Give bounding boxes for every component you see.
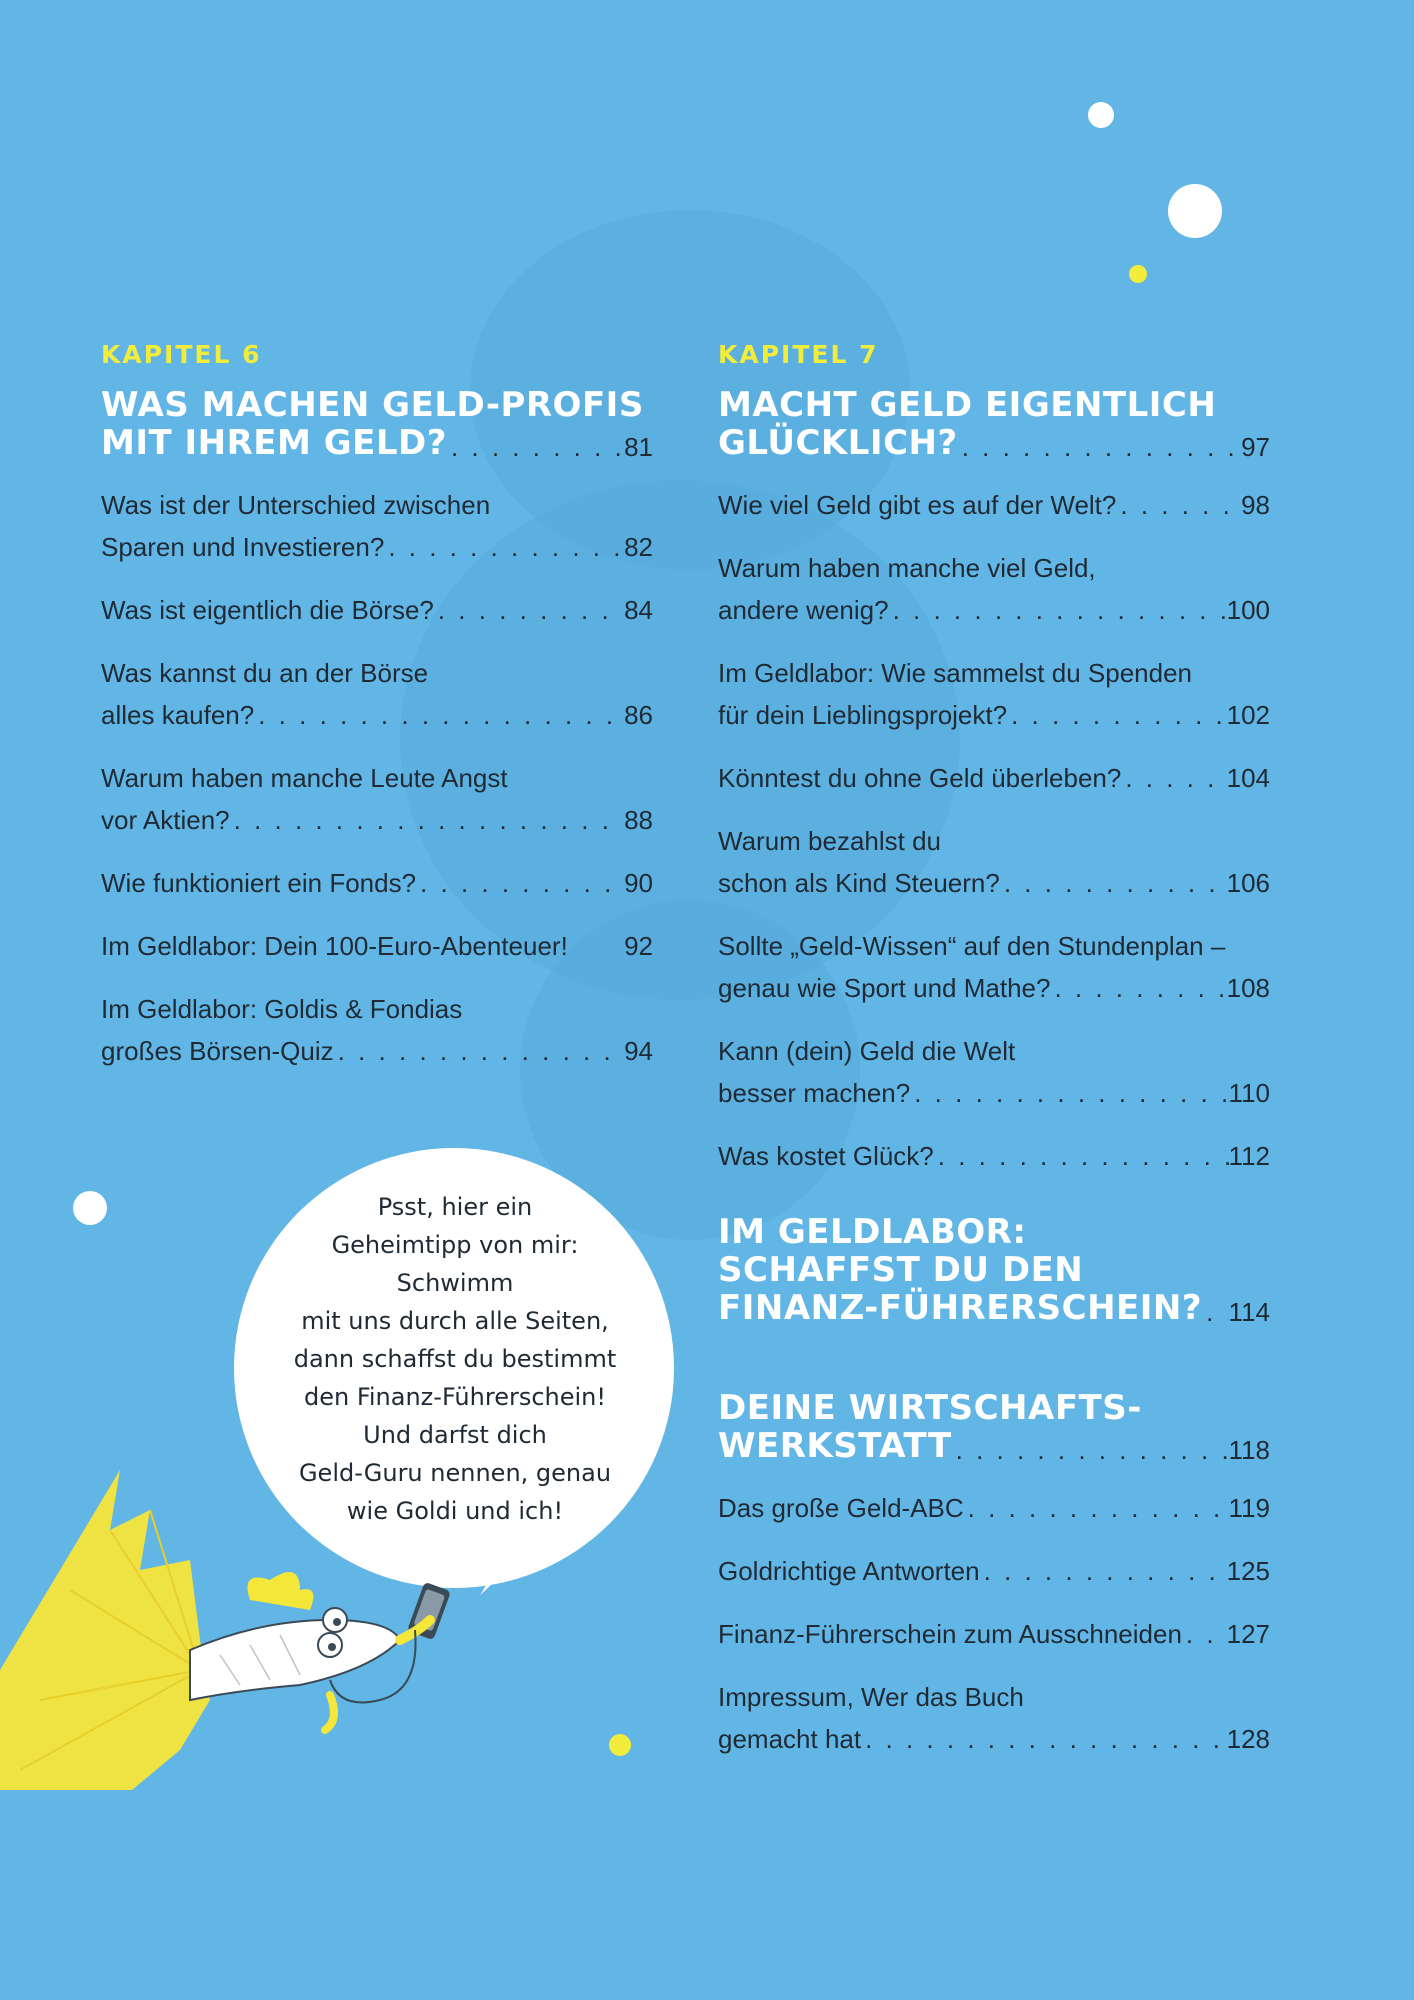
page-number: 118: [1228, 1435, 1270, 1465]
toc-entry[interactable]: [718, 757, 1270, 799]
entry-text-line1: Warum haben manche viel Geld,: [718, 553, 1096, 583]
speech-bubble-tail: [470, 1520, 550, 1600]
bubble-dot: [73, 1191, 107, 1225]
entry-text-line1: Was kannst du an der Börse: [101, 658, 429, 688]
bubble-line: wie Goldi und ich!: [346, 1497, 564, 1525]
toc-entry[interactable]: [101, 484, 653, 568]
toc-entry[interactable]: [718, 1135, 1270, 1177]
bubble-dot: [1088, 102, 1114, 128]
section-title-line3: FINANZ-FÜHRERSCHEIN?: [718, 1288, 1203, 1328]
leader-dots: [964, 1487, 1229, 1529]
page-number: 82: [624, 532, 653, 562]
chapter-6-column: [101, 338, 653, 1093]
section-title-line2: WERKSTATT: [718, 1426, 952, 1466]
leader-dots: [447, 432, 624, 462]
entry-text-line2: gemacht hat: [718, 1724, 862, 1754]
toc-entry[interactable]: [718, 547, 1270, 631]
leader-dots: [254, 694, 624, 736]
entry-text-line1: Im Geldlabor: Wie sammelst du Spenden: [718, 658, 1192, 688]
bubble-dot: [609, 1734, 631, 1756]
page-number: 110: [1228, 1078, 1270, 1108]
chapter-label: KAPITEL 6: [101, 340, 262, 369]
page-number: 86: [624, 700, 653, 730]
page-number: 128: [1226, 1724, 1270, 1754]
toc-entry[interactable]: [101, 757, 653, 841]
chapter-title-line1: WAS MACHEN GELD-PROFIS: [101, 385, 644, 425]
page-number: 97: [1241, 432, 1270, 462]
entry-text-line2: vor Aktien?: [101, 805, 230, 835]
page-number: 104: [1226, 763, 1270, 793]
leader-dots: [910, 1072, 1228, 1114]
bubble-line: Psst, hier ein: [377, 1193, 533, 1221]
toc-entry[interactable]: [718, 1550, 1270, 1592]
leader-dots: [1182, 1613, 1227, 1655]
toc-entry[interactable]: [101, 925, 653, 967]
leader-dots: [861, 1718, 1227, 1760]
toc-entry[interactable]: [718, 1487, 1270, 1529]
toc-entry[interactable]: [101, 652, 653, 736]
page-number: 119: [1228, 1493, 1270, 1523]
entry-text: Was kostet Glück?: [718, 1141, 934, 1171]
leader-dots: [1202, 1297, 1228, 1327]
entry-text: Was ist eigentlich die Börse?: [101, 595, 434, 625]
toc-entry[interactable]: [718, 1613, 1270, 1655]
entry-text: Wie viel Geld gibt es auf der Welt?: [718, 490, 1117, 520]
page-number: 112: [1228, 1141, 1270, 1171]
entry-text: Das große Geld-ABC: [718, 1493, 964, 1523]
entry-text-line1: Warum bezahlst du: [718, 826, 942, 856]
bubble-line: dann schaffst du bestimmt: [293, 1345, 617, 1373]
entry-text-line2: andere wenig?: [718, 595, 889, 625]
page-number: 81: [624, 432, 653, 462]
leader-dots: [384, 526, 624, 568]
entry-text-line2: Sparen und Investieren?: [101, 532, 385, 562]
entry-text-line1: Im Geldlabor: Goldis & Fondias: [101, 994, 463, 1024]
toc-entry[interactable]: [718, 1030, 1270, 1114]
entry-text: Finanz-Führerschein zum Ausschneiden: [718, 1619, 1182, 1649]
leader-dots: [334, 1030, 624, 1072]
bubble-dot: [1168, 184, 1222, 238]
leader-dots: [980, 1550, 1227, 1592]
page-number: 92: [624, 931, 653, 961]
leader-dots: [1116, 484, 1241, 526]
chapter-7-column: [718, 338, 1270, 1781]
entry-text: Wie funktioniert ein Fonds?: [101, 868, 417, 898]
page-number: 94: [624, 1036, 653, 1066]
chapter-title-line1: MACHT GELD EIGENTLICH: [718, 385, 1217, 425]
toc-entry[interactable]: [718, 484, 1270, 526]
toc-entry[interactable]: [101, 988, 653, 1072]
page-number: 88: [624, 805, 653, 835]
entry-text-line1: Sollte „Geld-Wissen“ auf den Stundenplan –: [718, 931, 1226, 961]
entry-text-line1: Warum haben manche Leute Angst: [101, 763, 508, 793]
page-number: 125: [1226, 1556, 1270, 1586]
fish-character-icon: [0, 1470, 480, 1790]
page-number: 106: [1226, 868, 1270, 898]
entry-text-line1: Kann (dein) Geld die Welt: [718, 1036, 1016, 1066]
bubble-line: Und darfst dich: [363, 1421, 547, 1449]
page-number: 114: [1228, 1297, 1270, 1327]
entry-text-line2: großes Börsen-Quiz: [101, 1036, 334, 1066]
entry-text: Goldrichtige Antworten: [718, 1556, 980, 1586]
toc-entry[interactable]: [718, 1676, 1270, 1760]
werkstatt-section[interactable]: [718, 1389, 1270, 1760]
leader-dots: [1000, 862, 1227, 904]
section-title-line1: IM GELDLABOR:: [718, 1212, 1027, 1252]
page-number: 102: [1226, 700, 1270, 730]
toc-entry[interactable]: [718, 820, 1270, 904]
section-title-line2: SCHAFFST DU DEN: [718, 1250, 1084, 1290]
leader-dots: [230, 799, 624, 841]
entry-text-line2: alles kaufen?: [101, 700, 255, 730]
bubble-line: den Finanz-Führerschein!: [303, 1383, 606, 1411]
entry-text-line1: Was ist der Unterschied zwischen: [101, 490, 491, 520]
chapter-title-line2: GLÜCKLICH?: [718, 423, 958, 463]
entry-text-line2: für dein Lieblingsprojekt?: [718, 700, 1008, 730]
page-number: 108: [1226, 973, 1270, 1003]
page-number: 98: [1241, 490, 1270, 520]
leader-dots: [1121, 757, 1226, 799]
leader-dots: [416, 862, 624, 904]
toc-entry[interactable]: [718, 652, 1270, 736]
entry-text-line2: genau wie Sport und Mathe?: [718, 973, 1051, 1003]
leader-dots: [1007, 694, 1227, 736]
leader-dots: [958, 432, 1241, 462]
section-title-line1: DEINE WIRTSCHAFTS-: [718, 1388, 1142, 1428]
leader-dots: [934, 1135, 1229, 1177]
entry-text: Im Geldlabor: Dein 100-Euro-Abenteuer!: [101, 931, 568, 961]
chapter-title-line2: MIT IHREM GELD?: [101, 423, 447, 463]
toc-entry[interactable]: [101, 589, 653, 631]
geldlabor-section[interactable]: [718, 1213, 1270, 1327]
bubble-line: mit uns durch alle Seiten,: [301, 1307, 609, 1335]
bubble-dot: [1129, 265, 1147, 283]
entry-text-line2: schon als Kind Steuern?: [718, 868, 1000, 898]
bubble-line: Geld-Guru nennen, genau: [298, 1459, 612, 1487]
toc-entry[interactable]: [718, 925, 1270, 1009]
leader-dots: [434, 589, 624, 631]
page-number: 90: [624, 868, 653, 898]
leader-dots: [889, 589, 1227, 631]
chapter-label: KAPITEL 7: [718, 340, 879, 369]
leader-dots: [1050, 967, 1226, 1009]
page-number: 127: [1226, 1619, 1270, 1649]
bubble-line: Geheimtipp von mir: Schwimm: [331, 1231, 579, 1297]
entry-text-line1: Impressum, Wer das Buch: [718, 1682, 1024, 1712]
page-number: 100: [1226, 595, 1270, 625]
entry-text-line2: besser machen?: [718, 1078, 911, 1108]
page-number: 84: [624, 595, 653, 625]
entry-text: Könntest du ohne Geld überleben?: [718, 763, 1122, 793]
toc-entry[interactable]: [101, 862, 653, 904]
leader-dots: [952, 1435, 1229, 1465]
